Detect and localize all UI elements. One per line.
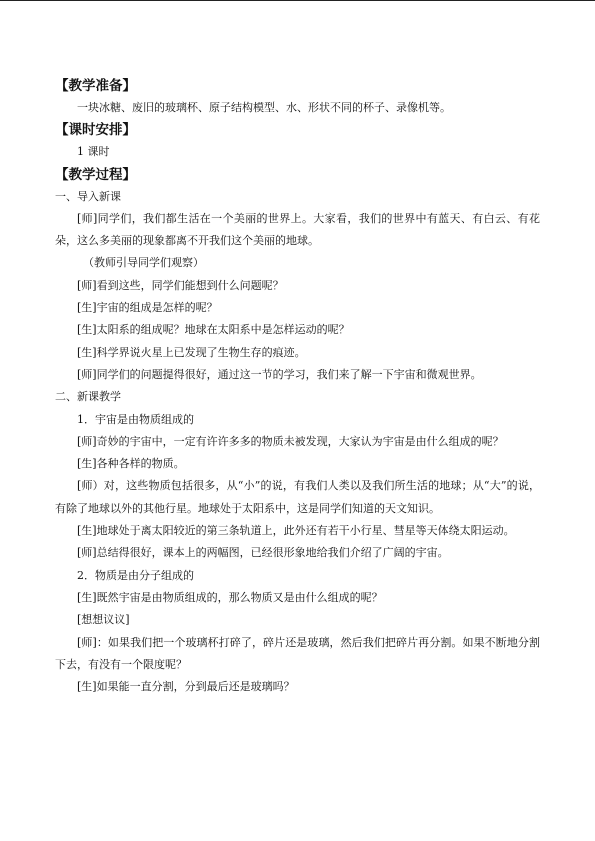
preparation-text: 一块冰糖、废旧的玻璃杯、原子结构模型、水、形状不同的杯子、录像机等。 [77,101,451,114]
paragraph: [师]同学们的问题提得很好，通过这一节的学习，我们来了解一下宇宙和微观世界。 [77,367,482,381]
paragraph: [生]宇宙的组成是怎样的呢？ [77,301,218,315]
paragraph: [生]既然宇宙是由物质组成的，那么物质又是由什么组成的呢？ [77,590,383,604]
heading-teaching-preparation: 【教学准备】 [55,78,136,94]
header-rule [0,0,595,1]
paragraph: [师]奇妙的宇宙中，一定有许许多多的物质未被发现，大家认为宇宙是由什么组成的呢？ [77,434,504,448]
paragraph: [想想议议] [77,613,130,627]
heading-teaching-process: 【教学过程】 [55,166,136,183]
paragraph: [生]地球处于离太阳较近的第三条轨道上，此外还有若干小行星、彗星等天体绕太阳运动。 [77,524,515,538]
paragraph: [师]同学们，我们都生活在一个美丽的世界上。大家看，我们的世界中有蓝天、有白云、有花朵，这么多美丽的现象都离不开我们这个美丽的地球。 [55,211,540,248]
paragraph: [生]科学界说火星上已发现了生物生存的痕迹。 [77,345,306,359]
paragraph: [生]太阳系的组成呢？地球在太阳系中是怎样运动的呢？ [77,323,350,337]
paragraph: [师]：如果我们把一个玻璃杯打碎了，碎片还是玻璃，然后我们把碎片再分割。如果不断地分割下去，有没有一个限度呢？ [55,635,540,671]
paragraph: [生]如果能一直分割，分到最后还是玻璃吗？ [77,680,295,694]
paragraph: [师]总结得很好，课本上的两幅图，已经很形象地给我们介绍了广阔的宇宙。 [77,546,449,560]
section-title-intro: 一、导入新课 [55,189,121,203]
paragraph: [师]看到这些，同学们能想到什么问题呢？ [77,278,284,292]
document-body [55,76,540,698]
paragraph: [生]各种各样的物质。 [77,457,185,471]
heading-schedule: 【课时安排】 [55,122,136,139]
schedule-text: 1 课时 [77,145,110,159]
section-title-new-lesson: 二、新课教学 [55,390,121,404]
stage-direction: （教师引导同学们观察） [83,256,204,270]
paragraph: [师）对，这些物质包括很多，从“小”的说，有我们人类以及我们所生活的地球；从“大”的说，有除了地球以外的其他行星。地球处于太阳系中，这是同学们知道的天文知识。 [55,479,540,515]
subsection-title-2: 2．物质是由分子组成的 [77,568,194,582]
subsection-title-1: 1．宇宙是由物质组成的 [77,412,194,426]
